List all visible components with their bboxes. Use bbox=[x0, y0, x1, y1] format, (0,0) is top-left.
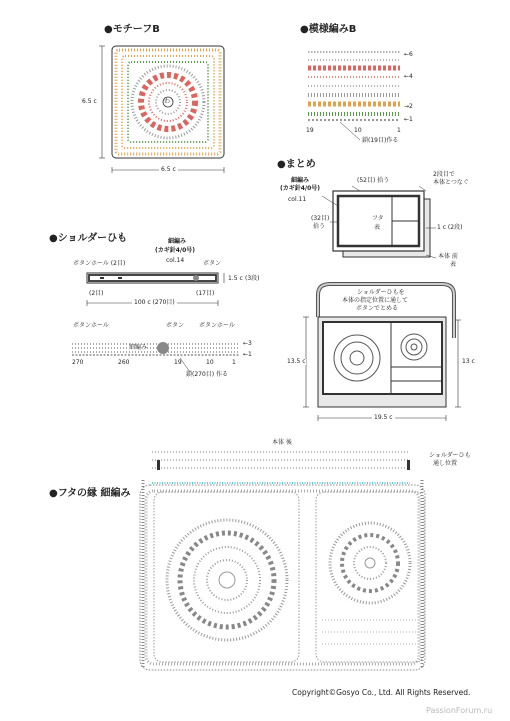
pattern-chain-note: 鎖(19目)作る bbox=[362, 137, 399, 144]
chart-num-19: 19 bbox=[174, 359, 182, 366]
motif-center-label: わ bbox=[164, 98, 171, 105]
bag-note-3: ボタンでとめる bbox=[356, 305, 399, 312]
motif-height-label: 6.5 c bbox=[82, 98, 97, 105]
matome-saiami: 細編み bbox=[291, 177, 310, 184]
chart-num-1: 1 bbox=[232, 359, 236, 366]
motif-width-label: 6.5 c bbox=[161, 166, 176, 173]
pattern-count-10: 10 bbox=[354, 127, 362, 134]
bag-width: 19.5 c bbox=[374, 414, 393, 421]
chart-row-1: ←1 bbox=[243, 351, 252, 358]
matome-pick32b: 拾う bbox=[313, 223, 326, 230]
strap-buttonhole-label: ボタンホール (2目) bbox=[73, 260, 126, 267]
motif-b-title: ●モチーフB bbox=[104, 24, 160, 35]
chart-row-3: ←3 bbox=[243, 340, 252, 347]
pattern-count-1: 1 bbox=[397, 127, 401, 134]
flap-strap-pos-1: ショルダーひも bbox=[429, 452, 471, 459]
flap-edge-title: ●フタの縁 細編み bbox=[49, 488, 131, 499]
chart-chain-note: 鎖(270目) 作る bbox=[186, 371, 229, 378]
chart-saiami: 細編み bbox=[129, 344, 148, 351]
matome-futa-omote: 表 bbox=[374, 224, 381, 231]
matome-pick32: (32目) bbox=[311, 215, 330, 222]
strap-button-label: ボタン bbox=[203, 260, 222, 267]
flap-body-back: 本体 後 bbox=[272, 439, 292, 446]
chart-num-270: 270 bbox=[72, 359, 84, 366]
matome-body-front: 本体 前 bbox=[438, 253, 458, 260]
chart-num-10: 10 bbox=[206, 359, 214, 366]
strap-height: 1.5 c bbox=[228, 275, 243, 282]
chart-buttonhole-right: ボタンホール bbox=[199, 322, 235, 329]
strap-length: 100 c (270目) bbox=[134, 299, 175, 306]
matome-hook: (カギ針4/0号) bbox=[280, 185, 321, 192]
strap-col: col.14 bbox=[166, 257, 185, 264]
strap-17st: (17目) bbox=[196, 290, 215, 297]
matome-pick52: (52目) 拾う bbox=[357, 177, 390, 184]
pattern-row-6: ←6 bbox=[404, 51, 413, 58]
bag-note-2: 本体の指定位置に通して bbox=[342, 297, 409, 304]
pattern-b-title: ●模様編みB bbox=[300, 24, 357, 35]
chart-num-260: 260 bbox=[118, 359, 130, 366]
matome-rows2: 2段目で bbox=[433, 171, 455, 178]
shoulder-title: ●ショルダーひも bbox=[49, 233, 128, 244]
matome-futa: フタ bbox=[372, 215, 384, 222]
matome-join: 本体とつなぐ bbox=[433, 179, 469, 186]
strap-hook: (カギ針4/0号) bbox=[155, 247, 196, 254]
pattern-row-1: ←1 bbox=[404, 116, 413, 123]
flap-strap-pos-2: 通し位置 bbox=[433, 460, 458, 467]
bag-height-left: 13.5 c bbox=[287, 358, 306, 365]
matome-col: col.11 bbox=[288, 196, 307, 203]
chart-button: ボタン bbox=[166, 322, 185, 329]
pattern-row-2: →2 bbox=[404, 103, 413, 110]
strap-saiami: 細編み bbox=[168, 238, 187, 245]
bag-note-1: ショルダーひもを bbox=[357, 289, 405, 296]
watermark: PassionForum.ru bbox=[426, 706, 493, 715]
matome-title: ●まとめ bbox=[277, 159, 316, 170]
bag-height-right: 13 c bbox=[462, 358, 475, 365]
strap-rows: (3段) bbox=[245, 275, 260, 282]
matome-body-front-omote: 表 bbox=[450, 261, 457, 268]
pattern-count-19: 19 bbox=[306, 127, 314, 134]
matome-1c: 1 c (2段) bbox=[437, 224, 463, 231]
strap-2st: (2目) bbox=[89, 290, 104, 297]
pattern-row-4: ←4 bbox=[404, 73, 413, 80]
copyright: Copyright©Gosyo Co., Ltd. All Rights Reserved. bbox=[292, 688, 471, 697]
chart-buttonhole-left: ボタンホール bbox=[73, 322, 109, 329]
